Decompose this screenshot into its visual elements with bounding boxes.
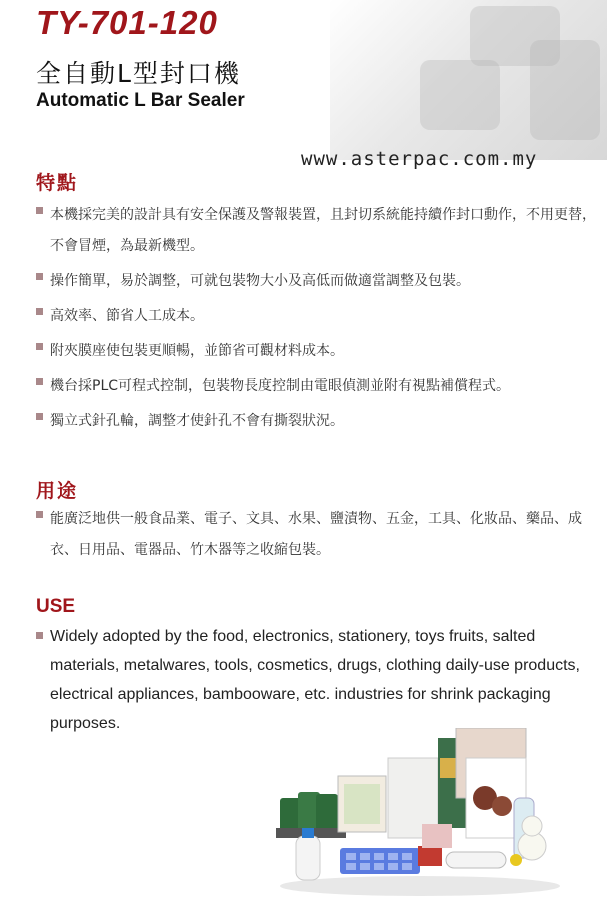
bullet-icon xyxy=(36,343,43,350)
bullet-icon xyxy=(36,308,43,315)
packaged-products-image xyxy=(270,728,560,898)
product-title-zh: 全自動L型封口機 xyxy=(36,59,241,88)
list-item: 操作簡單，易於調整，可就包裝物大小及高低而做適當調整及包裝。 xyxy=(36,266,596,297)
bullet-icon xyxy=(36,413,43,420)
features-heading: 特點 xyxy=(36,172,79,194)
background-packaging-image xyxy=(330,0,607,160)
usage-heading-en: USE xyxy=(36,596,76,617)
list-item: 高效率、節省人工成本。 xyxy=(36,301,596,332)
product-title-en: Automatic L Bar Sealer xyxy=(36,90,245,111)
features-list xyxy=(36,200,596,441)
model-number: TY-701-120 xyxy=(36,4,218,41)
bullet-icon xyxy=(36,273,43,280)
usage-heading-zh: 用途 xyxy=(36,480,79,502)
list-item: 附夾膜座使包裝更順暢，並節省可觀材料成本。 xyxy=(36,336,596,367)
usage-list-zh xyxy=(36,504,596,570)
list-item: Widely adopted by the food, electronics, stationery, toys fruits, salted materials, metalwares, tools, cosmetics, drugs, clothing daily-use products, electrical appliances, bambooware, etc. industries for shrink packaging purposes. xyxy=(36,622,596,738)
bullet-icon xyxy=(36,511,43,518)
bullet-icon xyxy=(36,632,43,639)
website-url[interactable]: www.asterpac.com.my xyxy=(301,148,538,170)
bullet-icon xyxy=(36,207,43,214)
list-item: 獨立式針孔輪，調整才使針孔不會有撕裂狀況。 xyxy=(36,406,596,437)
list-item: 機台採PLC可程式控制，包裝物長度控制由電眼偵測並附有視點補償程式。 xyxy=(36,371,596,402)
list-item: 能廣泛地供一般食品業、電子、文具、水果、鹽漬物、五金，工具、化妝品、藥品、成衣、日用品、電器品、竹木器等之收縮包裝。 xyxy=(36,504,596,566)
usage-list-en xyxy=(36,622,596,738)
list-item: 本機採完美的設計具有安全保護及警報裝置，且封切系統能持續作封口動作，不用更替，不會冒煙，為最新機型。 xyxy=(36,200,596,262)
bullet-icon xyxy=(36,378,43,385)
